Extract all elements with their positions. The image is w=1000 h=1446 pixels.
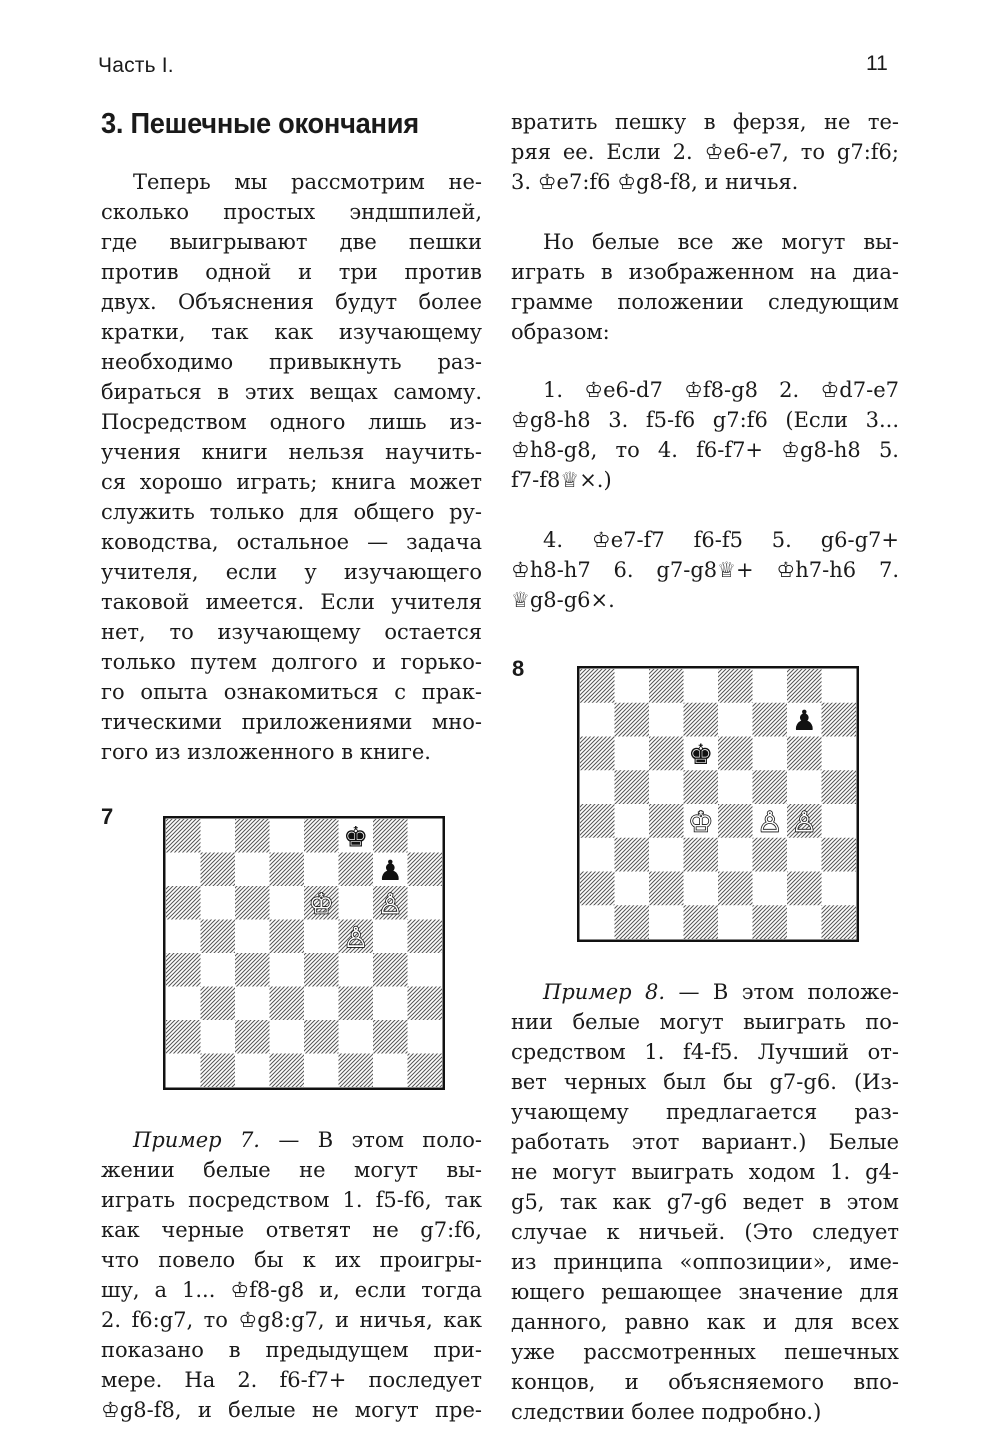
dark-square [684,703,719,737]
text-line: учителя, если у изучающего [101,560,482,584]
dark-square [718,669,753,703]
dark-square [373,953,408,987]
text-line: вет черных был бы g7-g6. (Из- [511,1070,899,1094]
text-line: 4. ♔e7-f7 f6-f5 5. g6-g7+ [543,528,899,552]
dark-square [304,1020,339,1054]
dark-square [753,703,788,737]
text-line: двух. Объяснения будут более [101,290,482,314]
text-line: играть посредством 1. f5-f6, так [101,1188,482,1212]
dark-square [684,905,719,939]
dark-square [718,737,753,771]
dark-square [166,953,201,987]
dark-square [408,853,443,887]
text-line: ♔g8-f8, и белые не могут пре- [101,1398,482,1422]
moves-paragraph-2 [511,525,899,615]
text-line: необходимо привыкнуть раз- [101,350,482,374]
dark-square [615,905,650,939]
text-line: из принципа «оппозиции», име- [511,1250,899,1274]
dark-square [615,838,650,872]
text-line: го опыта ознакомиться с прак- [101,680,482,704]
dark-square [649,872,684,906]
text-line: бираться в этих вещах самому. [101,380,482,404]
chess-diagram-7 [163,816,445,1090]
text-line: грамме положении следующим [511,290,899,314]
dark-square [822,838,857,872]
text-line: шу, а 1... ♔f8-g8 и, если тогда [101,1278,482,1302]
dark-square [649,737,684,771]
text-line: ♔g8-h8 3. f5-f6 g7:f6 (Если 3... [511,408,899,432]
text-line: играть в изображенном на диа- [511,260,899,284]
page-number: 11 [866,52,888,75]
text-line: случае к ничьей. (Это следует [511,1220,899,1244]
dark-square [235,886,270,920]
dark-square [684,770,719,804]
text-line: ♔h8-h7 6. g7-g8♕+ ♔h7-h6 7. [511,558,899,582]
dark-square [166,819,201,853]
intro-paragraph [101,167,482,767]
dark-square [373,1020,408,1054]
black-piece-g7: ♟ [791,704,817,738]
text-line: Посредством одного лишь из- [101,410,482,434]
dark-square [408,920,443,954]
white-piece-g4: ♙ [791,805,817,839]
dark-square [649,804,684,838]
dark-square [753,838,788,872]
text-line: уже рассмотренных пешечных [511,1340,899,1364]
text-line: учения книги нельзя научить- [101,440,482,464]
continuation-paragraph [511,107,899,197]
dark-square [166,1020,201,1054]
diagram-8-label: 8 [512,656,525,681]
white-piece-g6: ♙ [377,887,403,921]
dark-square [822,770,857,804]
white-piece-e6: ♔ [308,887,334,921]
dark-square [787,872,822,906]
chess-diagram-8 [577,666,859,942]
white-piece-d4: ♔ [688,805,714,839]
dark-square [580,804,615,838]
text-line: тическими приложениями мно- [101,710,482,734]
dark-square [718,804,753,838]
text-line: нет, то изучающему остается [101,620,482,644]
dark-square [753,905,788,939]
text-line: только путем долгого и горько- [101,650,482,674]
moves-paragraph-1 [511,375,899,495]
dark-square [408,1054,443,1088]
text-line: g5, так как g7-g6 ведет в этом [511,1190,899,1214]
dark-square [822,703,857,737]
example-7-label: Пример 7. [133,1128,260,1152]
dark-square [339,987,374,1021]
text-line: ководства, остальное — задача [101,530,482,554]
text-line: 1. ♔e6-d7 ♔f8-g8 2. ♔d7-e7 [543,378,899,402]
text-line: учающему предлагается раз- [511,1100,899,1124]
text-line: показано в предыдущем при- [101,1338,482,1362]
dark-square [580,737,615,771]
text-line: нии белые могут выиграть по- [511,1010,899,1034]
text-line: вратить пешку в ферзя, не те- [511,110,899,134]
dark-square [339,1054,374,1088]
text-line: 2. f6:g7, то ♔g8:g7, и ничья, как [101,1308,482,1332]
text-line: следствии более подробно.) [511,1400,822,1424]
dark-square [580,872,615,906]
dark-square [580,669,615,703]
dark-square [270,853,305,887]
dark-square [201,1054,236,1088]
text-line: ♕g8-g6×. [511,588,615,612]
text-line: ющего решающее значение для [511,1280,899,1304]
dark-square [753,770,788,804]
dark-square [787,669,822,703]
text-line: ♔h8-g8, то 4. f6-f7+ ♔g8-h8 5. [511,438,899,462]
white-piece-f4: ♙ [757,805,783,839]
black-piece-g7: ♟ [377,853,403,887]
dark-square [718,872,753,906]
dark-square [649,669,684,703]
example-8-caption [511,977,899,1427]
text-line: ряя ее. Если 2. ♔e6-e7, то g7:f6; [511,140,899,164]
dark-square [339,853,374,887]
diagram-7-label: 7 [101,804,114,829]
text-line: таковой имеется. Если учителя [101,590,482,614]
text-line: служить только для общего ру- [101,500,482,524]
dark-square [304,819,339,853]
text-line: как черные ответят не g7:f6, [101,1218,482,1242]
dark-square [684,838,719,872]
dark-square [235,819,270,853]
example-8-label: Пример 8. [543,980,666,1004]
text-line: где выигрывают две пешки [101,230,482,254]
text-line: сколько простых эндшпилей, [101,200,482,224]
text-line: Но белые все же могут вы- [543,230,899,254]
dark-square [270,1054,305,1088]
text-line: ся хорошо играть; книга может [101,470,482,494]
dark-square [201,920,236,954]
text-line: что повело бы к их проигры- [101,1248,482,1272]
text-line: жении белые не могут вы- [101,1158,482,1182]
example-7-caption [101,1125,482,1425]
text-line: мере. На 2. f6-f7+ последует [101,1368,482,1392]
dark-square [270,987,305,1021]
black-piece-f8: ♚ [343,820,369,854]
dark-square [201,987,236,1021]
dark-square [373,819,408,853]
text-line: Теперь мы рассмотрим не- [133,170,482,194]
text-line: кратки, так как изучающему [101,320,482,344]
black-piece-d6: ♚ [688,737,714,771]
running-header: Часть I. [98,54,174,77]
white-piece-f5: ♙ [343,920,369,954]
text-line: гого из изложенного в книге. [101,740,431,764]
text-line: средством 1. f4-f5. Лучший от- [511,1040,899,1064]
dark-square [408,987,443,1021]
text-line: против одной и три против [101,260,482,284]
text-line: образом: [511,320,610,344]
dark-square [166,886,201,920]
text-line: не могут выиграть ходом 1. g4- [511,1160,899,1184]
text-line: работать этот вариант.) Белые [511,1130,899,1154]
text-line: Пример 8. — В этом положе- [543,980,899,1004]
dark-square [235,953,270,987]
text-line: концов, и объясняемого впо- [511,1370,899,1394]
text-line: данного, равно как и для всех [511,1310,899,1334]
dark-square [201,853,236,887]
dark-square [270,920,305,954]
dark-square [615,770,650,804]
text-line: 3. ♔e7:f6 ♔g8-f8, и ничья. [511,170,799,194]
dark-square [615,703,650,737]
dark-square [787,737,822,771]
text-line: Пример 7. — В этом поло- [133,1128,482,1152]
dark-square [822,905,857,939]
text-line: f7-f8♕×.) [511,468,612,492]
dark-square [235,1020,270,1054]
dark-square [304,953,339,987]
paragraph-but-white [511,227,899,347]
section-title: 3. Пешечные окончания [101,108,419,140]
